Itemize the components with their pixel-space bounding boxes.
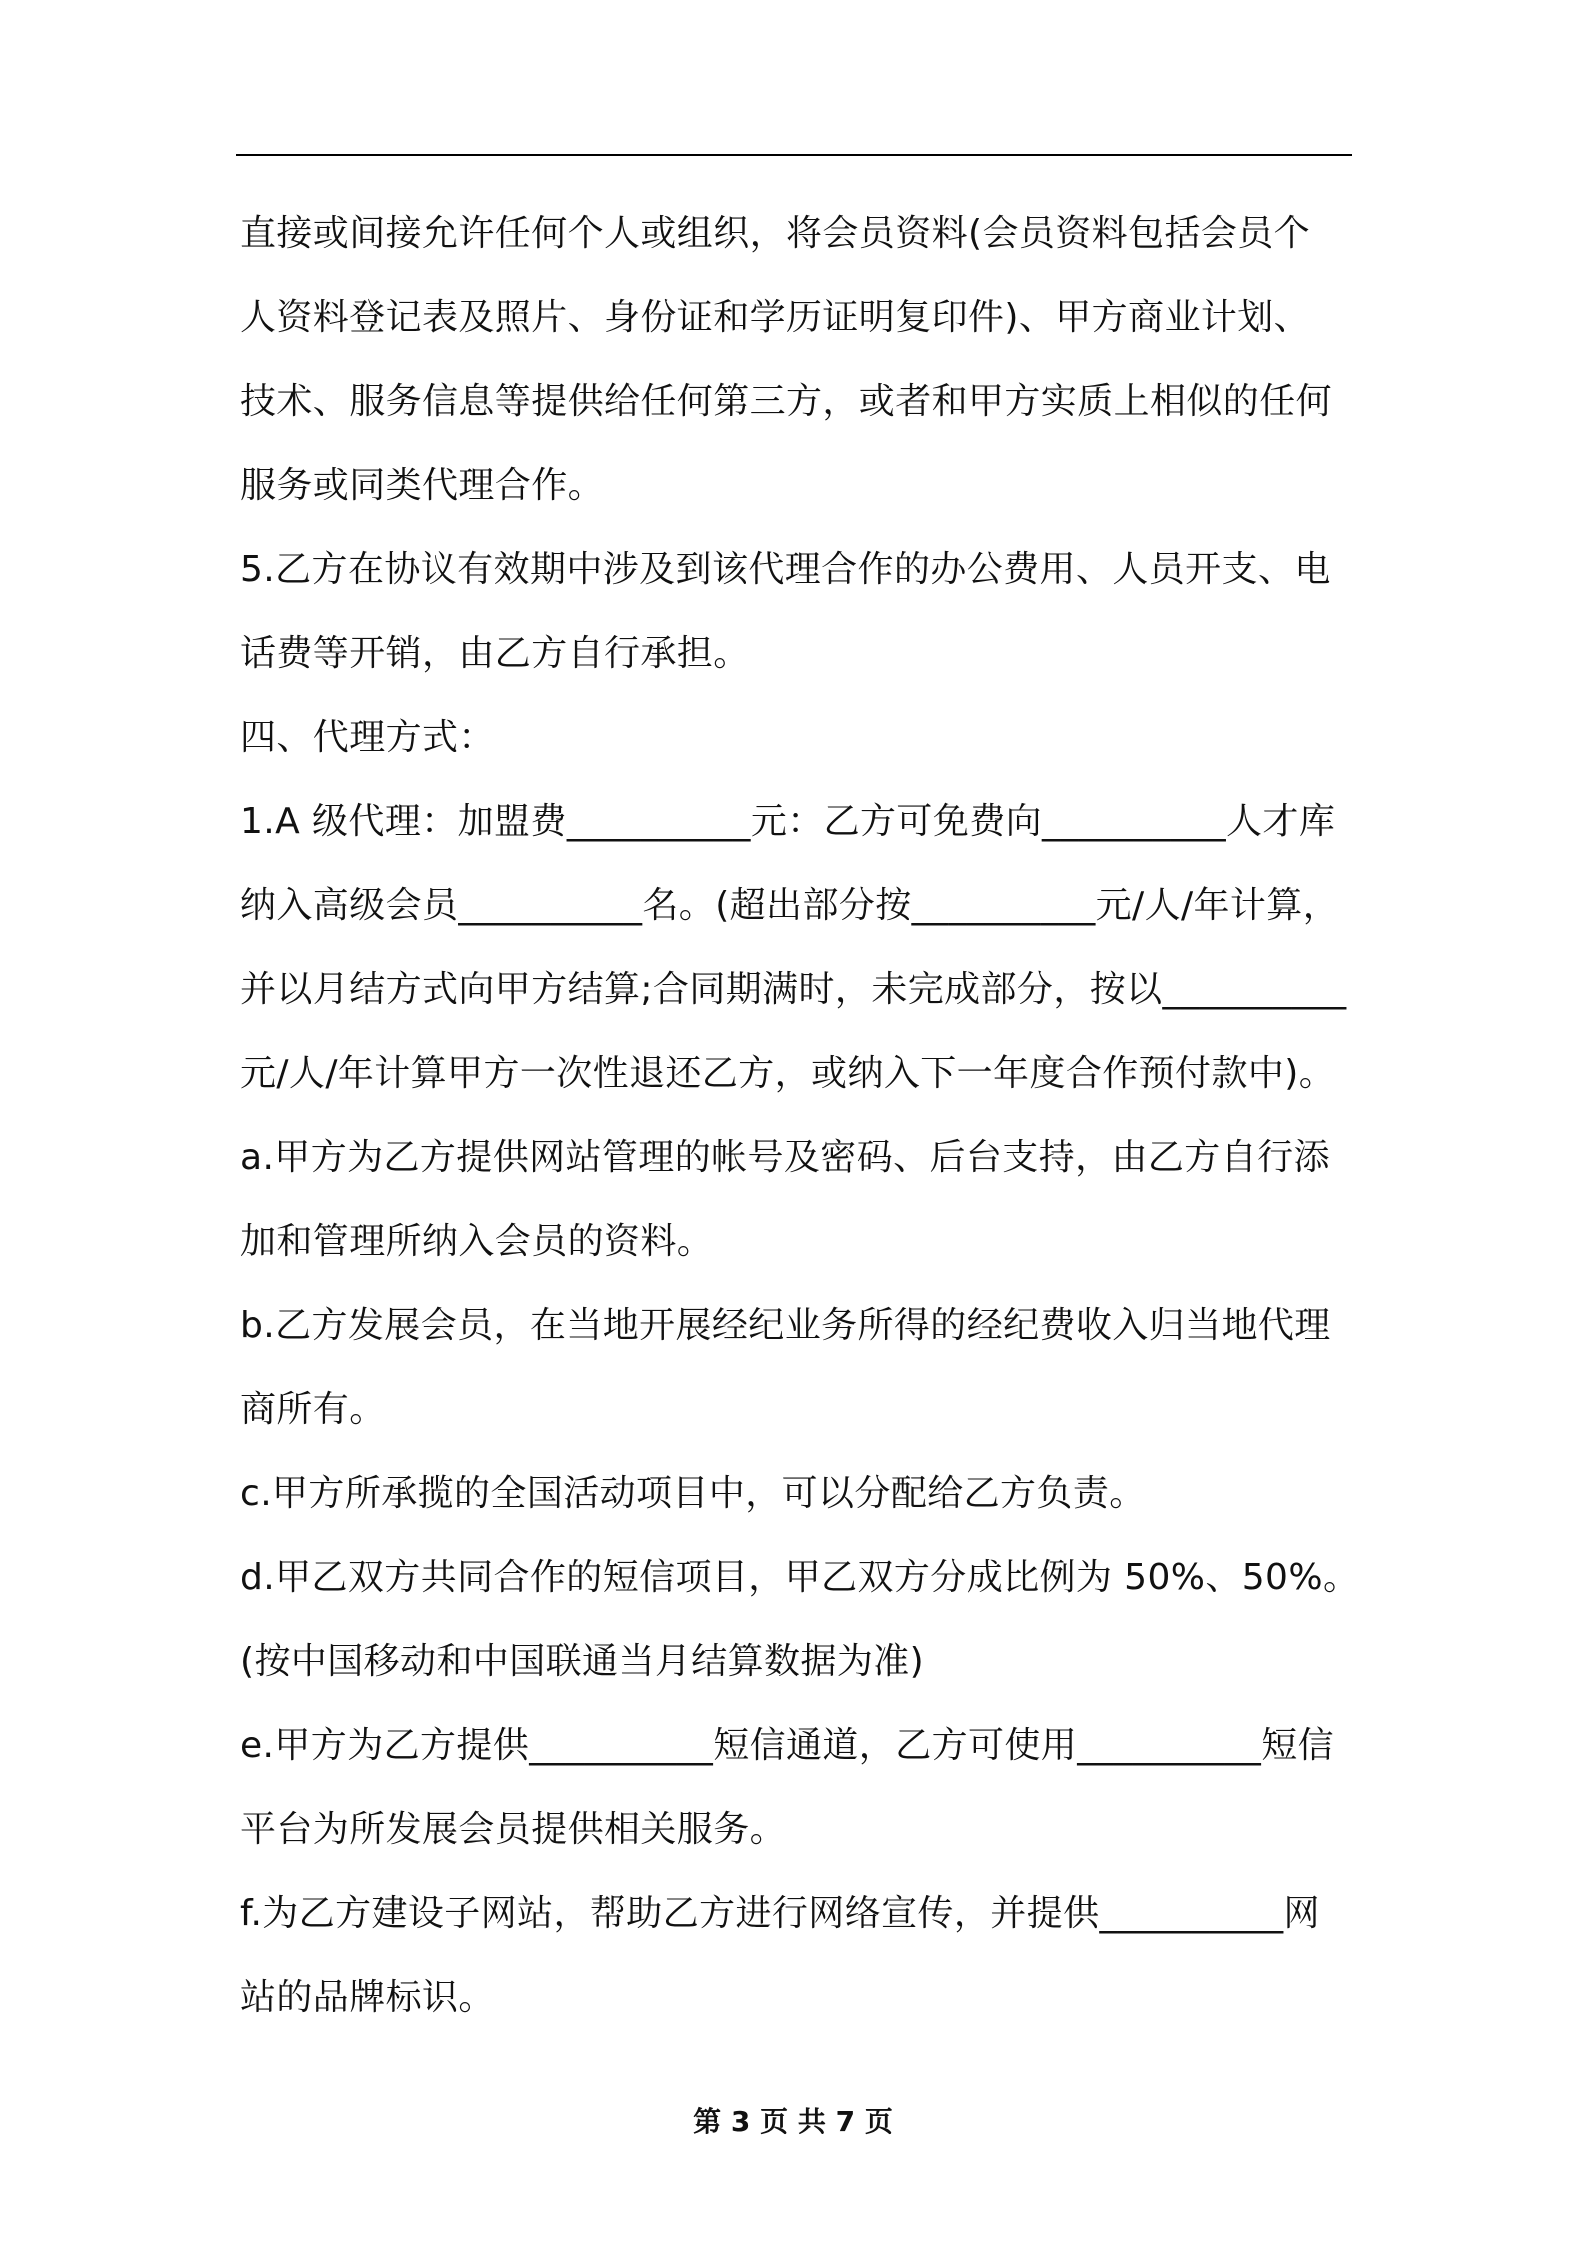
text-line: 直接或间接允许任何个人或组织，将会员资料(会员资料包括会员个 <box>240 213 1311 254</box>
text-line: 商所有。 <box>240 1389 386 1430</box>
text-line: b.乙方发展会员，在当地开展经纪业务所得的经纪费收入归当地代理 <box>240 1305 1331 1346</box>
text-line: 5.乙方在协议有效期中涉及到该代理合作的办公费用、人员开支、电 <box>240 549 1331 590</box>
page-number: 第 3 页 共 7 页 <box>693 2105 893 2138</box>
document-body <box>240 192 1360 2040</box>
text-line: 站的品牌标识。 <box>240 1977 495 2018</box>
text-line: 并以月结方式向甲方结算;合同期满时，未完成部分，按以__________ <box>240 969 1347 1010</box>
text-line: 服务或同类代理合作。 <box>240 465 605 506</box>
text-line: 平台为所发展会员提供相关服务。 <box>240 1809 787 1850</box>
text-line: 元/人/年计算甲方一次性退还乙方，或纳入下一年度合作预付款中)。 <box>240 1053 1336 1094</box>
text-line: c.甲方所承揽的全国活动项目中，可以分配给乙方负责。 <box>240 1473 1146 1514</box>
text-line: 1.A 级代理：加盟费__________元：乙方可免费向__________人才库 <box>240 801 1336 842</box>
text-line: 人资料登记表及照片、身份证和学历证明复印件)、甲方商业计划、 <box>240 297 1311 338</box>
text-line: (按中国移动和中国联通当月结算数据为准) <box>240 1641 925 1682</box>
text-line: a.甲方为乙方提供网站管理的帐号及密码、后台支持，由乙方自行添 <box>240 1137 1330 1178</box>
header-divider <box>236 154 1352 156</box>
text-line: f.为乙方建设子网站，帮助乙方进行网络宣传，并提供__________网 <box>240 1893 1320 1934</box>
text-line: e.甲方为乙方提供__________短信通道，乙方可使用__________短信 <box>240 1725 1334 1766</box>
text-line: 话费等开销，由乙方自行承担。 <box>240 633 750 674</box>
text-line: 技术、服务信息等提供给任何第三方，或者和甲方实质上相似的任何 <box>240 381 1333 422</box>
text-line: 加和管理所纳入会员的资料。 <box>240 1221 714 1262</box>
section-heading: 四、代理方式： <box>240 717 495 758</box>
text-line: 纳入高级会员__________名。(超出部分按__________元/人/年计算， <box>240 885 1340 926</box>
text-line: d.甲乙双方共同合作的短信项目，甲乙双方分成比例为 50%、50%。 <box>240 1557 1360 1598</box>
